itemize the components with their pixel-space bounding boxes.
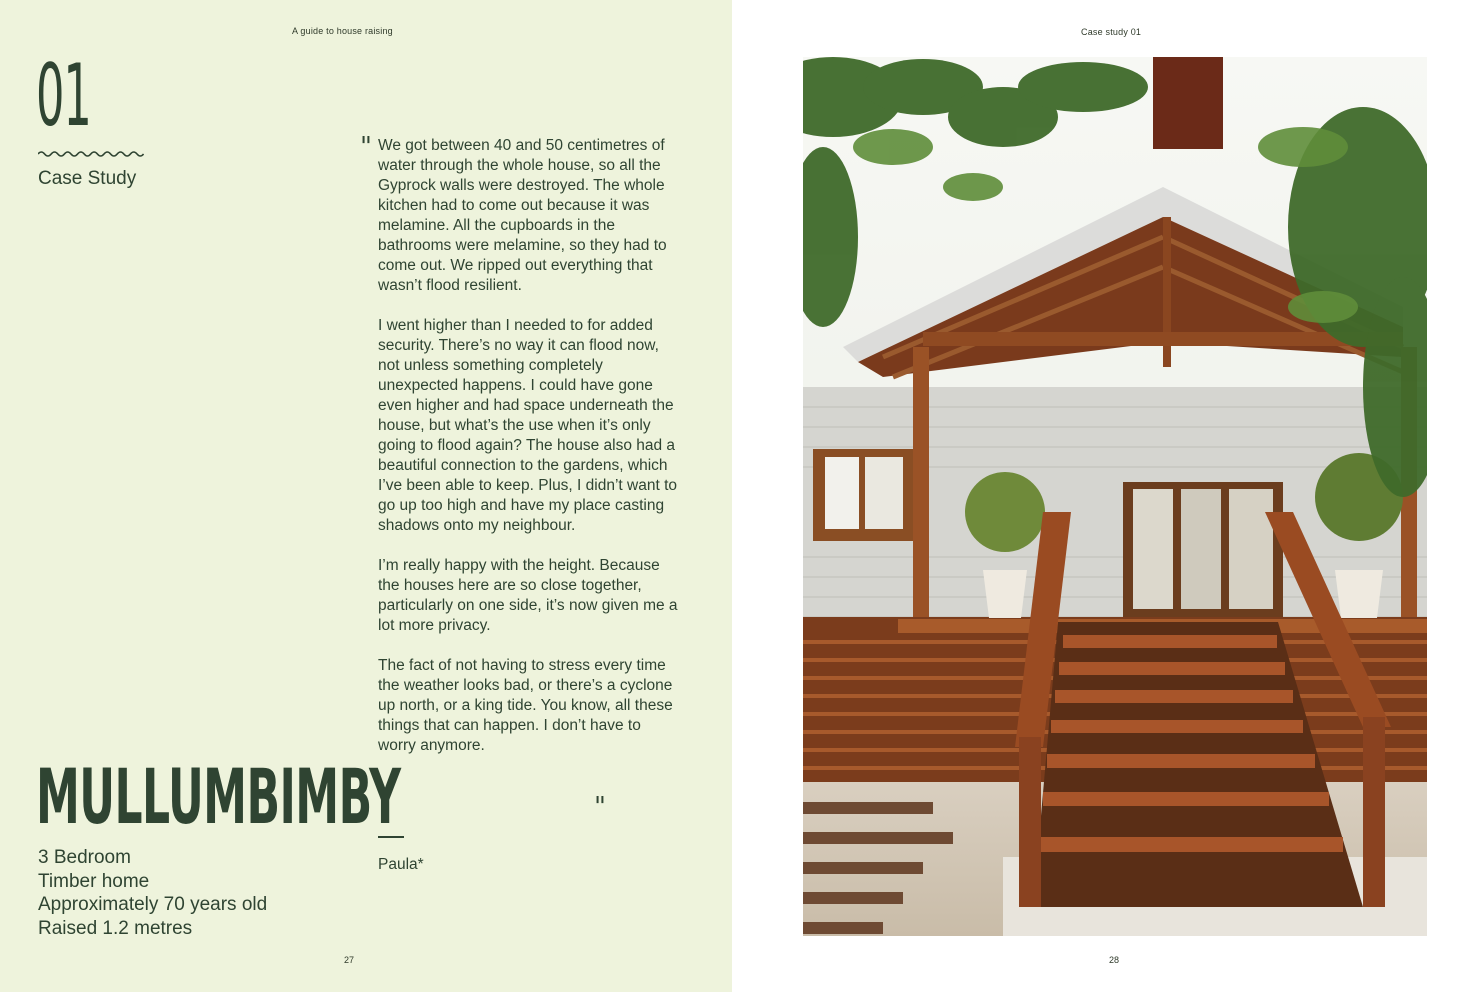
detail-raised-height: Raised 1.2 metres bbox=[38, 917, 193, 939]
running-head-right: Case study 01 bbox=[1081, 27, 1142, 37]
page-number-left: 27 bbox=[344, 955, 355, 965]
quote-attribution: Paula* bbox=[378, 856, 424, 873]
town-heading: MULLUMBIMBY bbox=[36, 752, 401, 841]
quote-paragraph: I went higher than I needed to for added security. There’s no way it can flood now, not unless something completely unexpected happens. I could have gone even higher and had space underneath the house, but what’s the use when it’s only going to flood again? The house also had a beautiful connection to the gardens, which I’ve been able to keep. Plus, I didn’t want to go up too high and have my place casting shadows onto my neighbour. bbox=[378, 317, 677, 534]
page-number-right: 28 bbox=[1109, 955, 1120, 965]
house-details bbox=[38, 846, 267, 940]
quote-paragraph: We got between 40 and 50 centimetres of water through the whole house, so all the Gyprock walls were destroyed. The whole kitchen had to come out because it was melamine. All the cupboards in the bathrooms were melamine, so they had to come out. We ripped out everything that wasn’t flood resilient. bbox=[378, 137, 667, 294]
detail-bedrooms: 3 Bedroom bbox=[38, 847, 131, 868]
running-head-left: A guide to house raising bbox=[292, 26, 393, 36]
wavy-divider bbox=[38, 149, 144, 159]
pull-quote bbox=[378, 136, 678, 776]
house-photo bbox=[803, 57, 1427, 936]
detail-age: Approximately 70 years old bbox=[38, 894, 268, 915]
left-page bbox=[0, 0, 732, 992]
detail-construction: Timber home bbox=[38, 870, 150, 892]
close-quote-icon: " bbox=[594, 792, 606, 822]
case-number: 01 bbox=[36, 46, 91, 146]
quote-paragraph: The fact of not having to stress every time the weather looks bad, or there’s a cyclone up north, or a king tide. You know, all these things that can happen. I don’t have to worry anymore. bbox=[378, 657, 673, 754]
case-study-label: Case Study bbox=[38, 168, 137, 189]
house-photo-illustration bbox=[803, 57, 1427, 936]
quote-paragraph: I’m really happy with the height. Because the houses here are so close together, particularly on one side, it’s now given me a lot more privacy. bbox=[378, 557, 678, 634]
open-quote-icon: " bbox=[360, 132, 372, 162]
